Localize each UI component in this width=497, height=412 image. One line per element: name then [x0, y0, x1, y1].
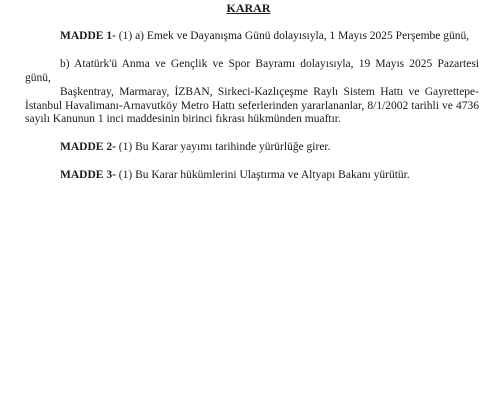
madde-1-label: MADDE 1- — [60, 30, 116, 42]
madde-1-clause-a — [25, 30, 479, 44]
document-title: KARAR — [226, 1, 271, 15]
madde-1-body-text: Başkentray, Marmaray, İZBAN, Sirkeci-Kazlıçeşme Raylı Sistem Hattı ve Gayrettepe-İstanbul Havalimanı-Arnavutköy Metro Hattı seferlerinden yararlananlar, 8/1/2002 tarihli ve 4736 sayılı Kanunun 1 inci maddesinin birinci fıkrası hükmünden muaftır. — [25, 86, 479, 125]
madde-2 — [25, 141, 479, 155]
madde-3 — [25, 169, 479, 183]
madde-2-text: (1) Bu Karar yayımı tarihinde yürürlüğe girer. — [115, 141, 331, 153]
madde-1-clause-b-text: b) Atatürk'ü Anma ve Gençlik ve Spor Bayramı dolayısıyla, 19 Mayıs 2025 Pazartesi günü, — [25, 58, 479, 84]
madde-1-clause-a-text: (1) a) Emek ve Dayanışma Günü dolayısıyla, 1 Mayıs 2025 Perşembe günü, — [115, 30, 470, 42]
madde-3-text: (1) Bu Karar hükümlerini Ulaştırma ve Altyapı Bakanı yürütür. — [115, 169, 410, 181]
madde-1-clause-b — [25, 58, 479, 85]
madde-2-label: MADDE 2- — [60, 141, 116, 153]
madde-3-label: MADDE 3- — [60, 169, 116, 181]
madde-1-body — [25, 86, 479, 127]
